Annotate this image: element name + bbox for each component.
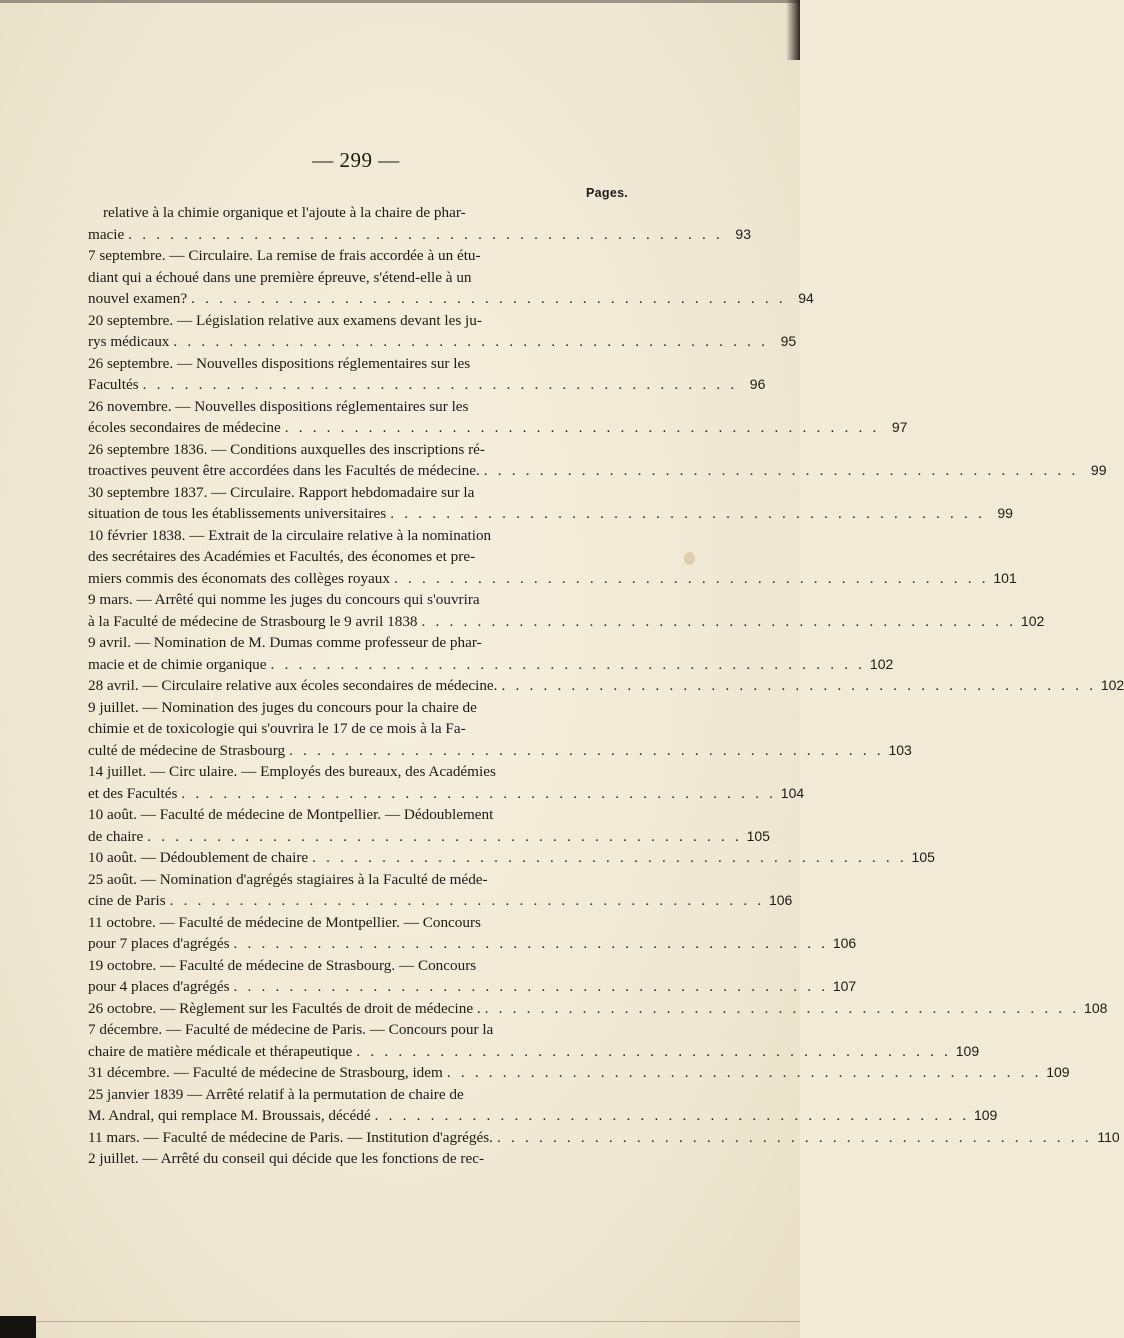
- leader-dots: . . . . . . . . . . . . . . . . . . . . . . . . . . . . . . . . . . . . . . . . . . .: [142, 376, 738, 393]
- toc-page-number: 110: [1097, 1128, 1120, 1145]
- toc-page-number: 97: [891, 419, 908, 435]
- toc-line: [88, 1041, 980, 1063]
- toc-page-number: 99: [1090, 462, 1107, 478]
- toc-line-text: miers commis des économats des collèges royaux: [88, 569, 390, 587]
- toc-line: [88, 568, 1017, 590]
- toc-line: [88, 1062, 1070, 1084]
- leader-dots: . . . . . . . . . . . . . . . . . . . . . . . . . . . . . . . . . . . . . . . . . . .: [289, 741, 884, 759]
- toc-line: 25 août. — Nomination d'agrégés stagiaires à la Faculté de méde-: [88, 870, 488, 888]
- toc-line-text: de chaire: [88, 827, 144, 845]
- toc-line: [88, 976, 857, 998]
- page-corner-shadow: [786, 0, 800, 60]
- leader-dots: . . . . . . . . . . . . . . . . . . . . . . . . . . . . . . . . . . . . . . . . . . .: [128, 225, 723, 243]
- toc-line-text: à la Faculté de médecine de Strasbourg le 9 avril 1838: [88, 612, 418, 630]
- toc-line: 26 septembre 1836. — Conditions auxquelles des inscriptions ré-: [88, 440, 485, 458]
- toc-line: 9 mars. — Arrêté qui nomme les juges du concours qui s'ouvrira: [88, 591, 480, 608]
- leader-dots: . . . . . . . . . . . . . . . . . . . . . . . . . . . . . . . . . . . . . . . . . . .: [270, 655, 866, 673]
- toc-line-text: rys médicaux: [88, 333, 170, 350]
- scan-marker: [0, 1316, 36, 1338]
- toc-line: [88, 933, 857, 955]
- toc-line: [88, 1105, 998, 1127]
- toc-line: [88, 1127, 1120, 1149]
- leader-dots: . . . . . . . . . . . . . . . . . . . . . . . . . . . . . . . . . . . . . . . . . . .: [483, 462, 1079, 479]
- toc-line: relative à la chimie organique et l'ajoute à la chaire de phar-: [103, 204, 466, 221]
- toc-line-text: situation de tous les établissements universitaires: [88, 505, 387, 522]
- toc-line-text: 28 avril. — Circulaire relative aux écoles secondaires de médecine.: [88, 677, 498, 694]
- toc-line: [88, 826, 770, 848]
- toc-page-number: 106: [832, 935, 857, 951]
- toc-line: des secrétaires des Académies et Facultés, des économes et pre-: [88, 548, 476, 565]
- toc-line: 11 octobre. — Faculté de médecine de Montpellier. — Concours: [88, 913, 481, 931]
- toc-page-number: 103: [888, 741, 912, 758]
- toc-line-text: nouvel examen?: [88, 290, 188, 307]
- leader-dots: . . . . . . . . . . . . . . . . . . . . . . . . . . . . . . . . . . . . . . . . . . .: [394, 569, 989, 587]
- toc-line-text: écoles secondaires de médecine: [88, 419, 281, 436]
- toc-line: [88, 783, 805, 805]
- leader-dots: . . . . . . . . . . . . . . . . . . . . . . . . . . . . . . . . . . . . . . . . . . .: [374, 1107, 970, 1124]
- toc-line-text: macie et de chimie organique: [88, 655, 267, 673]
- toc-line-text: M. Andral, qui remplace M. Broussais, décédé: [88, 1107, 371, 1124]
- toc-line: 9 avril. — Nomination de M. Dumas comme professeur de phar-: [88, 634, 482, 651]
- toc-line: 7 septembre. — Circulaire. La remise de frais accordée à un étu-: [88, 247, 481, 264]
- toc-line-text: 31 décembre. — Faculté de médecine de Strasbourg, idem: [88, 1064, 443, 1081]
- leader-dots: . . . . . . . . . . . . . . . . . . . . . . . . . . . . . . . . . . . . . . . . . . .: [191, 290, 786, 307]
- toc-page-number: 102: [1100, 677, 1124, 693]
- toc-page-number: 93: [735, 225, 751, 242]
- toc-line: 9 juillet. — Nomination des juges du concours pour la chaire de: [88, 698, 477, 716]
- bottom-edge-rule: [36, 1321, 800, 1322]
- toc-line: 14 juillet. — Circ ulaire. — Employés des bureaux, des Académies: [88, 763, 496, 780]
- toc-line-text: 10 août. — Dédoublement de chaire: [88, 849, 309, 866]
- toc-line: 30 septembre 1837. — Circulaire. Rapport hebdomadaire sur la: [88, 483, 475, 501]
- toc-line-text: et des Facultés: [88, 784, 178, 802]
- toc-line: diant qui a échoué dans une première épreuve, s'étend-elle à un: [88, 268, 472, 286]
- toc-line: [88, 288, 814, 310]
- toc-line: 26 novembre. — Nouvelles dispositions réglementaires sur les: [88, 397, 469, 415]
- toc-line-text: chaire de matière médicale et thérapeutique: [88, 1042, 353, 1060]
- leader-dots: . . . . . . . . . . . . . . . . . . . . . . . . . . . . . . . . . . . . . . . . . . .: [496, 1128, 1092, 1146]
- toc-line: [88, 503, 1013, 525]
- toc-line: chimie et de toxicologie qui s'ouvrira le 17 de ce mois à la Fa-: [88, 720, 466, 737]
- page-top-edge: [0, 0, 800, 3]
- leader-dots: . . . . . . . . . . . . . . . . . . . . . . . . . . . . . . . . . . . . . . . . . . .: [390, 505, 985, 522]
- toc-line: [88, 374, 766, 396]
- toc-page-number: 105: [746, 827, 770, 844]
- paper-stain: [684, 552, 695, 565]
- toc-page-number: 109: [1046, 1064, 1070, 1080]
- leader-dots: . . . . . . . . . . . . . . . . . . . . . . . . . . . . . . . . . . . . . . . . . . .: [284, 419, 880, 436]
- toc-line: 19 octobre. — Faculté de médecine de Strasbourg. — Concours: [88, 956, 477, 974]
- toc-page-number: 102: [1020, 612, 1045, 629]
- toc-page-number: 108: [1084, 999, 1108, 1016]
- toc-line: [88, 417, 908, 439]
- toc-line-text: 26 octobre. — Règlement sur les Facultés de droit de médecine .: [88, 999, 481, 1017]
- toc-page-number: 94: [798, 290, 814, 306]
- leader-dots: . . . . . . . . . . . . . . . . . . . . . . . . . . . . . . . . . . . . . . . . . . .: [147, 827, 742, 845]
- toc-page-number: 106: [768, 892, 793, 908]
- toc-line: 26 septembre. — Nouvelles dispositions réglementaires sur les: [88, 354, 471, 372]
- toc-line: [88, 847, 935, 869]
- leader-dots: . . . . . . . . . . . . . . . . . . . . . . . . . . . . . . . . . . . . . . . . . . .: [181, 784, 777, 802]
- page-number: — 299 —: [312, 148, 400, 172]
- toc-line: 25 janvier 1839 — Arrêté relatif à la permutation de chaire de: [88, 1085, 464, 1103]
- table-of-contents: [88, 202, 1124, 1170]
- toc-line: 10 août. — Faculté de médecine de Montpellier. — Dédoublement: [88, 806, 494, 823]
- toc-line: 2 juillet. — Arrêté du conseil qui décide que les fonctions de rec-: [88, 1150, 485, 1167]
- toc-line: [88, 654, 894, 676]
- toc-page-number: 109: [973, 1107, 998, 1123]
- toc-page-number: 109: [955, 1042, 980, 1059]
- leader-dots: . . . . . . . . . . . . . . . . . . . . . . . . . . . . . . . . . . . . . . . . . . .: [312, 849, 907, 866]
- leader-dots: . . . . . . . . . . . . . . . . . . . . . . . . . . . . . . . . . . . . . . . . . . .: [173, 333, 769, 350]
- toc-line: [88, 224, 751, 246]
- leader-dots: . . . . . . . . . . . . . . . . . . . . . . . . . . . . . . . . . . . . . . . . . . .: [356, 1042, 952, 1060]
- toc-page-number: 105: [911, 849, 935, 865]
- toc-line-text: Facultés: [88, 376, 139, 393]
- toc-line: 7 décembre. — Faculté de médecine de Paris. — Concours pour la: [88, 1021, 494, 1038]
- leader-dots: . . . . . . . . . . . . . . . . . . . . . . . . . . . . . . . . . . . . . . . . . . .: [233, 978, 829, 995]
- toc-page-number: 101: [993, 569, 1017, 586]
- leader-dots: . . . . . . . . . . . . . . . . . . . . . . . . . . . . . . . . . . . . . . . . . . .: [169, 892, 765, 909]
- toc-page-number: 107: [832, 978, 857, 994]
- toc-line: [88, 611, 1045, 633]
- toc-line-text: cine de Paris: [88, 892, 166, 909]
- toc-line: [88, 998, 1108, 1020]
- leader-dots: . . . . . . . . . . . . . . . . . . . . . . . . . . . . . . . . . . . . . . . . . . .: [233, 935, 829, 952]
- toc-line-text: culté de médecine de Strasbourg: [88, 741, 286, 759]
- toc-line: [88, 740, 912, 762]
- toc-line: 20 septembre. — Législation relative aux examens devant les ju-: [88, 311, 482, 329]
- toc-line: [88, 890, 793, 912]
- pages-column-label: Pages.: [586, 186, 629, 200]
- toc-page-number: 99: [997, 505, 1013, 521]
- toc-line-text: 11 mars. — Faculté de médecine de Paris. — Institution d'agrégés.: [88, 1128, 493, 1146]
- toc-page-number: 95: [780, 333, 797, 349]
- toc-line: [88, 460, 1107, 482]
- leader-dots: . . . . . . . . . . . . . . . . . . . . . . . . . . . . . . . . . . . . . . . . . . .: [484, 999, 1080, 1017]
- toc-line: [88, 675, 1124, 697]
- toc-line-text: macie: [88, 225, 125, 243]
- toc-line-text: troactives peuvent être accordées dans les Facultés de médecine.: [88, 462, 480, 479]
- toc-line-text: pour 7 places d'agrégés: [88, 935, 230, 952]
- toc-page-number: 104: [780, 784, 805, 801]
- leader-dots: . . . . . . . . . . . . . . . . . . . . . . . . . . . . . . . . . . . . . . . . . . .: [446, 1064, 1042, 1081]
- leader-dots: . . . . . . . . . . . . . . . . . . . . . . . . . . . . . . . . . . . . . . . . . . .: [421, 612, 1017, 630]
- toc-page-number: 96: [749, 376, 766, 392]
- toc-line-text: pour 4 places d'agrégés: [88, 978, 230, 995]
- leader-dots: . . . . . . . . . . . . . . . . . . . . . . . . . . . . . . . . . . . . . . . . . . .: [501, 677, 1097, 694]
- toc-page-number: 102: [869, 655, 894, 672]
- toc-line: 10 février 1838. — Extrait de la circulaire relative à la nomination: [88, 526, 492, 544]
- toc-line: [88, 331, 797, 353]
